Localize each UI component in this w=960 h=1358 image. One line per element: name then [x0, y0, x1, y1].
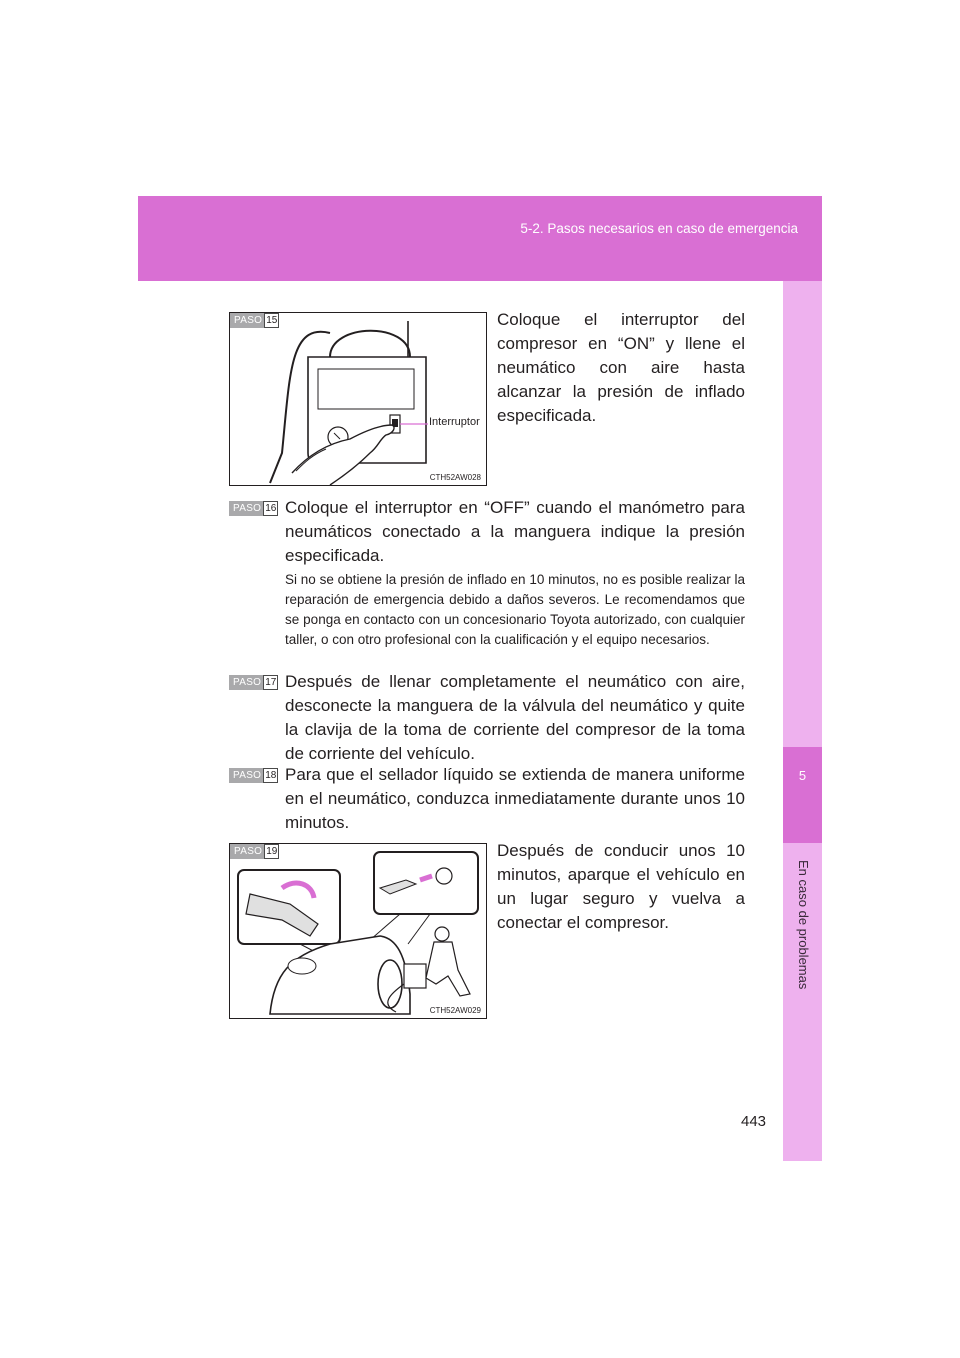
step-18-text: Para que el sellador líquido se extienda de manera uniforme en el neumático, conduzca inmediatamente durante unos 10 minutos.	[285, 765, 745, 832]
step-17-text: Después de llenar completamente el neumático con aire, desconecte la manguera de la válvula del neumático y quite la clavija de la toma de corriente del compresor de la toma de corriente del vehículo.	[285, 672, 745, 763]
figure-compressor-switch	[229, 312, 487, 486]
chapter-title: En caso de problemas	[796, 860, 811, 990]
side-tab-active-chapter	[783, 747, 822, 843]
step-number: 15	[266, 315, 278, 326]
chapter-number: 5	[798, 768, 807, 783]
step-number: 17	[265, 677, 277, 688]
car-compressor-illustration	[230, 844, 486, 1018]
step-number: 19	[266, 846, 278, 857]
compressor-illustration	[230, 313, 486, 485]
step-badge	[229, 501, 278, 516]
step-word: PASO	[230, 844, 264, 859]
step-16-note: Si no se obtiene la presión de inflado en 10 minutos, no es posible realizar la reparación de emergencia debido a daños severos. Le recomendamos que se ponga en contacto con un concesionario Toyota autorizado, con cualquier taller, o con otro profesional con la cualificación y el equipo necesarios.	[285, 572, 745, 647]
step-19-text: Después de conducir unos 10 minutos, aparque el vehículo en un lugar seguro y vuelva a conectar el compresor.	[497, 841, 745, 932]
step-word: PASO	[229, 501, 263, 516]
interruptor-callout: Interruptor	[429, 416, 480, 428]
step-word: PASO	[230, 313, 264, 328]
step-number: 16	[265, 503, 277, 514]
section-header-band	[138, 196, 822, 281]
step-16-text: Coloque el interruptor en “OFF” cuando el manómetro para neumáticos conectado a la manguera indique la presión especificada.	[285, 498, 745, 565]
step-badge	[229, 768, 278, 783]
step-15-text: Coloque el interruptor del compresor en “ON” y llene el neumático con aire hasta alcanzar la presión de inflado especificada.	[497, 310, 745, 425]
step-number: 18	[265, 770, 277, 781]
figure-code: CTH52AW029	[429, 1006, 481, 1015]
side-tab-upper	[783, 281, 822, 747]
step-badge	[229, 675, 278, 690]
step-word: PASO	[229, 768, 263, 783]
page-number: 443	[741, 1113, 767, 1130]
section-title: 5-2. Pasos necesarios en caso de emergencia	[520, 221, 798, 236]
step-word: PASO	[229, 675, 263, 690]
figure-code: CTH52AW028	[429, 473, 481, 482]
figure-reconnect-compressor	[229, 843, 487, 1019]
